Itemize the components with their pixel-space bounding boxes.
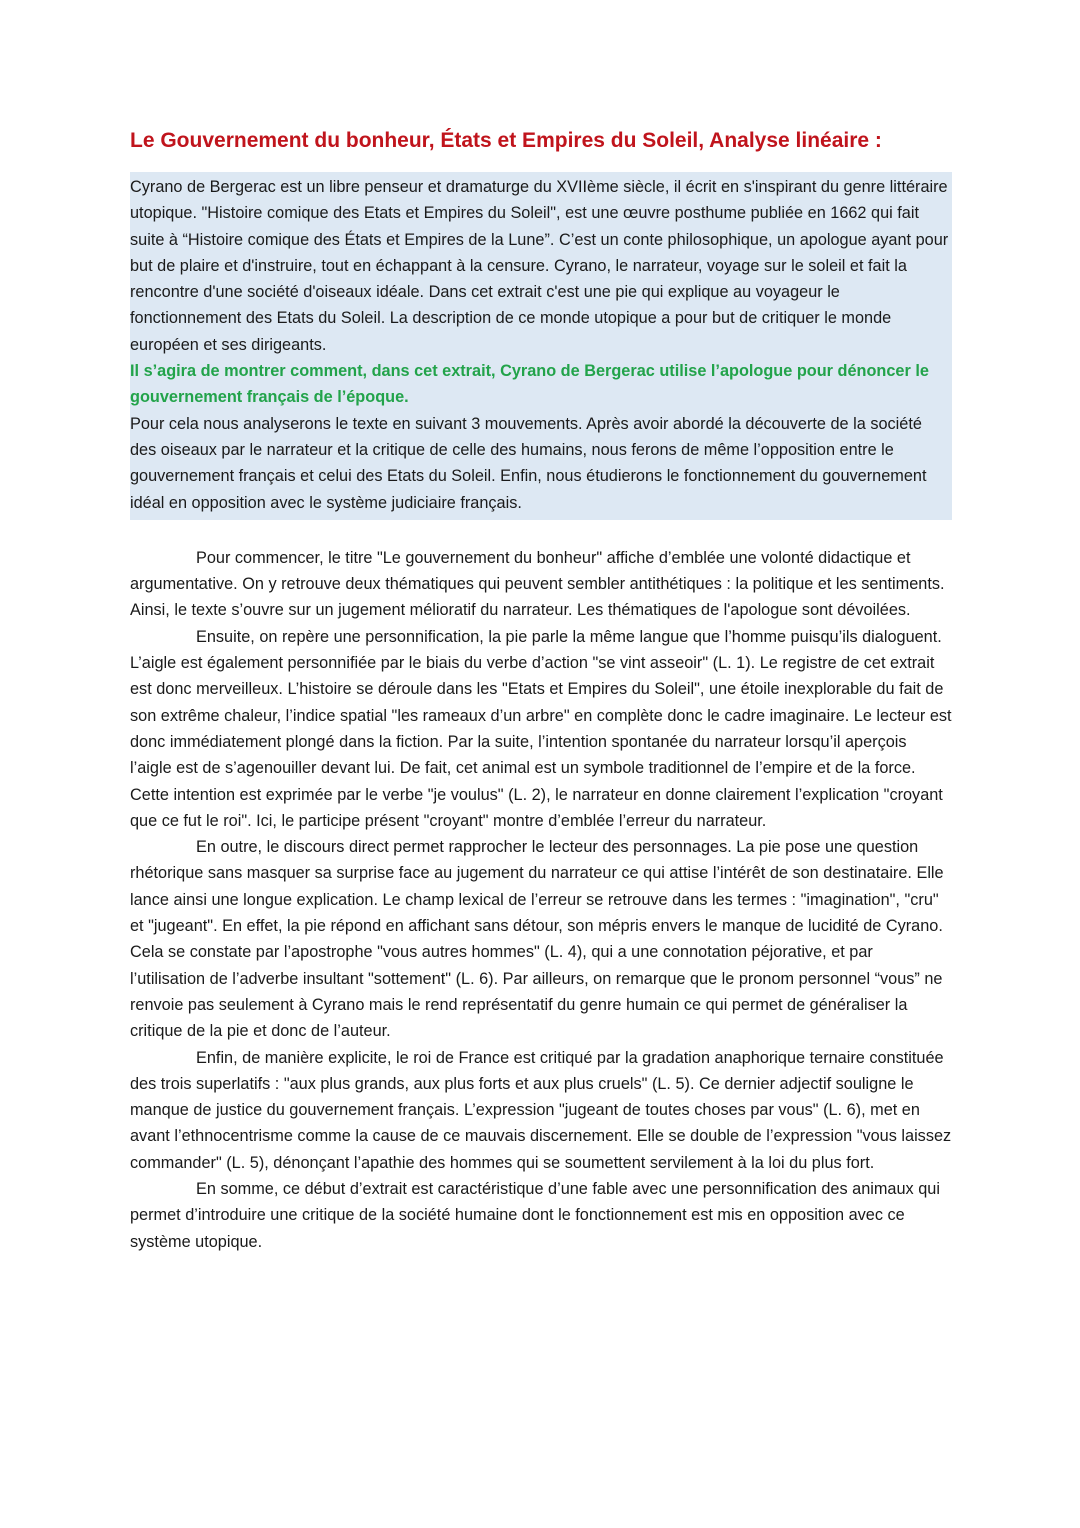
document-page: [130, 124, 952, 1255]
document-title: Le Gouvernement du bonheur, États et Empires du Soleil, Analyse linéaire :: [130, 129, 882, 152]
paragraph-pour-commencer: Pour commencer, le titre "Le gouvernement du bonheur" affiche d’emblée une volonté didactique et argumentative. On y retrouve deux thématiques qui peuvent sembler antithétiques : la politique et les sentiments. Ainsi, le texte s’ouvre sur un jugement mélioratif du narrateur. Les thématiques de l'apologue sont dévoilées.: [130, 548, 945, 620]
paragraph-en-outre: En outre, le discours direct permet rapprocher le lecteur des personnages. La pie pose une question rhétorique sans masquer sa surprise face au jugement du narrateur ce qui attise l’intérêt de son destinataire. Elle lance ainsi une longue explication. Le champ lexical de l’erreur se retrouve dans les termes : "imagination", "cru" et "jugeant". En effet, la pie répond en affichant sans détour, son mépris envers le manque de lucidité de Cyrano. Cela se constate par l’apostrophe "vous autres hommes" (L. 4), qui a une connotation péjorative, et par l’utilisation de l’adverbe insultant "sottement" (L. 6). Par ailleurs, on remarque que le pronom personnel “vous” ne renvoie pas seulement à Cyrano mais le rend représentatif du genre humain ce qui permet de généraliser la critique de la pie et donc de l’auteur.: [130, 838, 944, 1041]
intro-context: Cyrano de Bergerac est un libre penseur et dramaturge du XVIIème siècle, il écrit en s'inspirant du genre littéraire utopique. "Histoire comique des Etats et Empires du Soleil", est une œuvre posthume publiée en 1662 qui fait suite à “Histoire comique des États et Empires de la Lune”. C’est un conte philosophique, un apologue ayant pour but de plaire et d'instruire, tout en échappant à la censure. Cyrano, le narrateur, voyage sur le soleil et fait la rencontre d'une société d'oiseaux idéale. Dans cet extrait c'est une pie qui explique au voyageur le fonctionnement des Etats du Soleil. La description de ce monde utopique a pour but de critiquer le monde européen et ses dirigeants.: [130, 178, 949, 354]
intro-problematique: Il s’agira de montrer comment, dans cet extrait, Cyrano de Bergerac utilise l’apologue pour dénoncer le gouvernement français de l’époque.: [130, 362, 929, 407]
intro-plan: Pour cela nous analyserons le texte en suivant 3 mouvements. Après avoir abordé la découverte de la société des oiseaux par le narrateur et la critique de celle des humains, nous ferons de même l’opposition entre le gouvernement français et celui des Etats du Soleil. Enfin, nous étudierons le fonctionnement du gouvernement idéal en opposition avec le système judiciaire français.: [130, 414, 927, 512]
paragraph-en-somme: En somme, ce début d’extrait est caractéristique d’une fable avec une personnification des animaux qui permet d’introduire une critique de la société humaine dont le fonctionnement est mis en opposition avec ce système utopique.: [130, 1179, 940, 1251]
paragraph-enfin: Enfin, de manière explicite, le roi de France est critiqué par la gradation anaphorique ternaire constituée des trois superlatifs : "aux plus grands, aux plus forts et aux plus cruels" (L. 5). Ce dernier adjectif souligne le manque de justice du gouvernement français. L’expression "jugeant de toutes choses par vous" (L. 6), met en avant l’ethnocentrisme comme la cause de ce mauvais discernement. Elle se double de l’expression "vous laissez commander" (L. 5), dénonçant l’apathie des hommes qui se soumettent servilement à la loi du plus fort.: [130, 1048, 952, 1172]
introduction-box: [130, 172, 952, 520]
analysis-body: [130, 545, 952, 1255]
paragraph-ensuite: Ensuite, on repère une personnification, la pie parle la même langue que l’homme puisqu’ils dialoguent. L’aigle est également personnifiée par le biais du verbe d’action "se vint asseoir" (L. 1). Le registre de cet extrait est donc merveilleux. L’histoire se déroule dans les "Etats et Empires du Soleil", une étoile inexplorable du fait de son extrême chaleur, l’indice spatial "les rameaux d’un arbre" en complète donc le cadre imaginaire. Le lecteur est donc immédiatement plongé dans la fiction. Par la suite, l’intention spontanée du narrateur lorsqu’il aperçois l’aigle est de s’agenouiller devant lui. De fait, cet animal est un symbole traditionnel de l’empire et de la force. Cette intention est exprimée par le verbe "je voulus" (L. 2), le narrateur en donne clairement l’explication "croyant que ce fut le roi". Ici, le participe présent "croyant" montre d’emblée l’erreur du narrateur.: [130, 627, 952, 830]
